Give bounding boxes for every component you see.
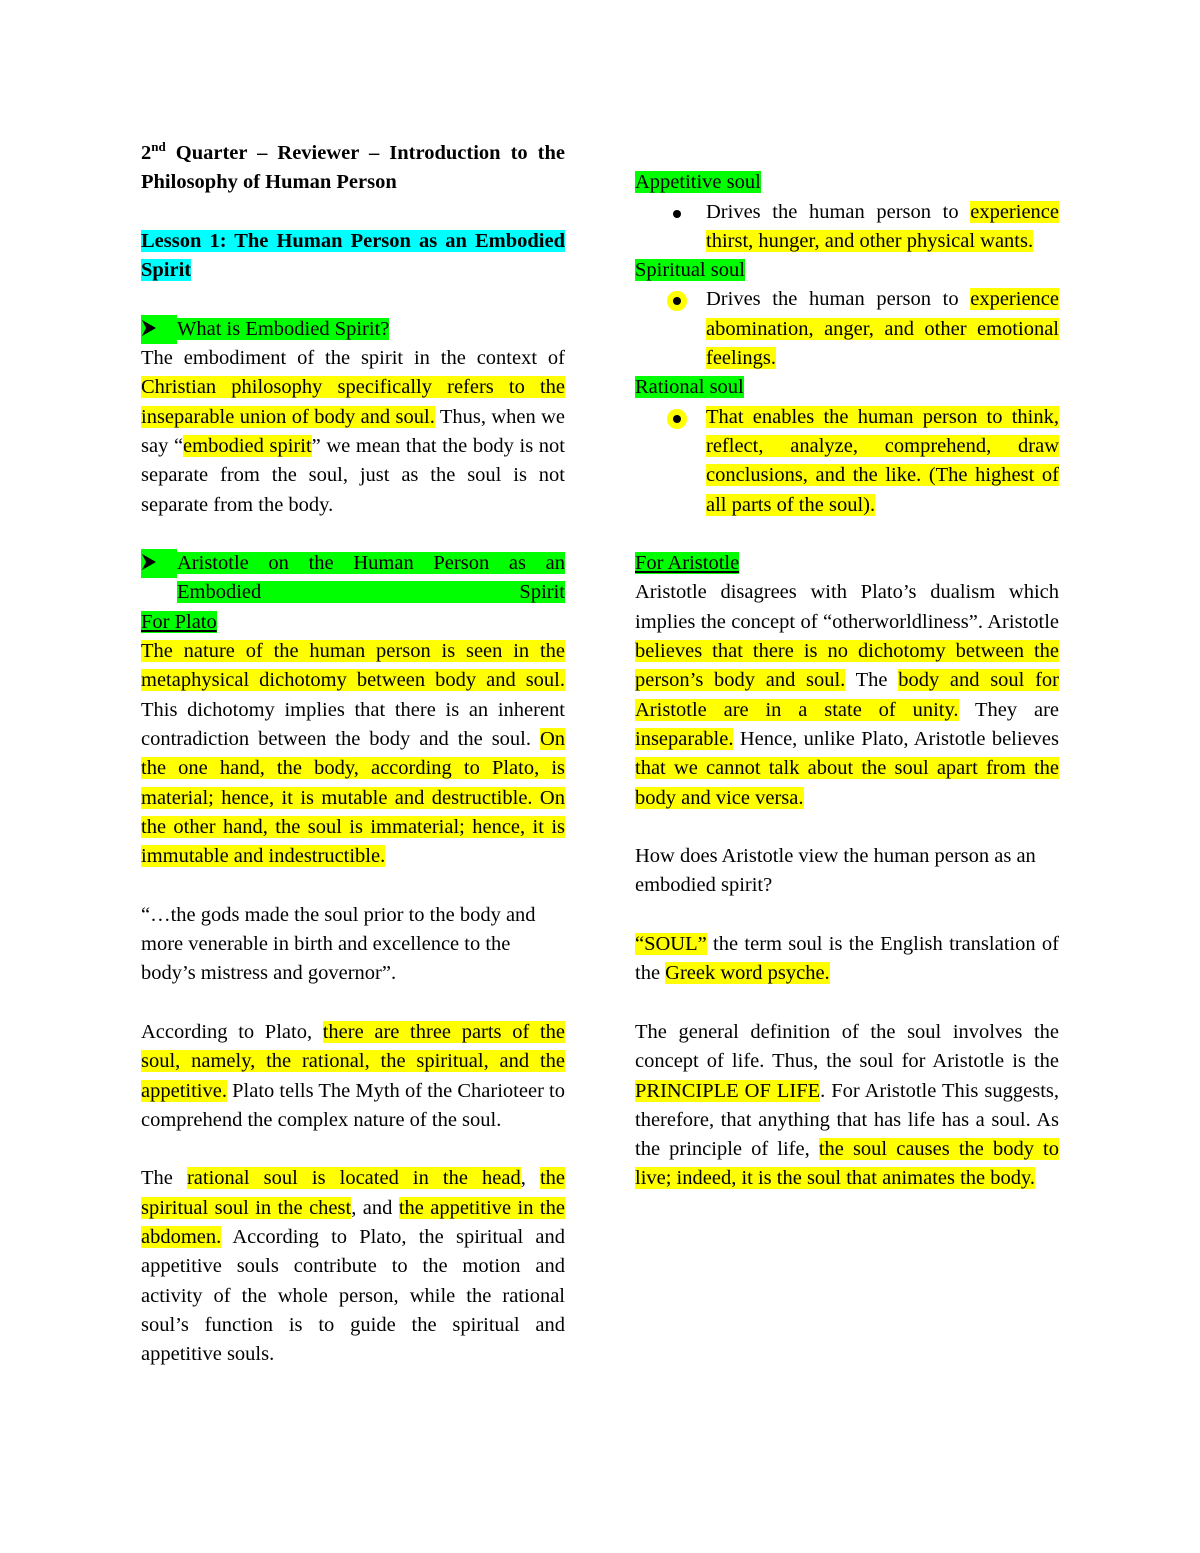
soul-bullet: Drives the human person to experience abomination, anger, and other emotional feelings.	[635, 285, 1059, 373]
soul-item	[635, 256, 1059, 373]
right-column	[635, 139, 1059, 1194]
section-what-is-embodied-spirit	[141, 315, 565, 344]
lesson-heading: Lesson 1: The Human Person as an Embodied Spirit	[141, 229, 565, 282]
plato-paragraph: The nature of the human person is seen in the metaphysical dichotomy between body and soul. This dichotomy implies that there is an inherent contradiction between the body and the soul. On the one hand, the body, according to Plato, is material; hence, it is mutable and destructible. On the other hand, the soul is immaterial; hence, it is immutable and indestructible.	[141, 640, 565, 868]
three-parts-paragraph: According to Plato, there are three parts of the soul, namely, the rational, the spiritual, and the appetitive. Plato tells The Myth of the Charioteer to comprehend the complex nature of the soul.	[141, 1020, 565, 1131]
bullet-dot-icon	[673, 415, 681, 423]
soul-item	[635, 168, 1059, 256]
document-title: 2nd Quarter – Reviewer – Introduction to the Philosophy of Human Person	[141, 139, 565, 194]
left-column	[141, 139, 565, 1369]
aristotle-question: How does Aristotle view the human person as an embodied spirit?	[635, 845, 1036, 897]
soul-definition-paragraph: The general definition of the soul involves the concept of life. Thus, the soul for Aristotle is the PRINCIPLE OF LIFE. For Aristotle This suggests, therefore, that anything that has life has a soul. As the principle of life, the soul causes the body to live; indeed, it is the soul that animates the body.	[635, 1020, 1059, 1190]
bullet-dot-icon	[673, 210, 681, 218]
arrow-bullet-icon	[141, 549, 177, 578]
section-heading: What is Embodied Spirit?	[177, 317, 390, 340]
section-aristotle-human-person	[141, 549, 565, 608]
for-plato-subheading: For Plato	[141, 610, 217, 633]
soul-label: Spiritual soul	[635, 259, 745, 282]
soul-bullet: Drives the human person to experience thirst, hunger, and other physical wants.	[635, 198, 1059, 257]
aristotle-paragraph: Aristotle disagrees with Plato’s dualism which implies the concept of “otherworldliness”. Aristotle believes that there is no dichotomy between the person’s body and soul. The body and soul for Aristotle are in a state of unity. They are inseparable. Hence, unlike Plato, Aristotle believes that we cannot talk about the soul apart from the body and vice versa.	[635, 581, 1059, 809]
soul-location-paragraph: The rational soul is located in the head, the spiritual soul in the chest, and the appetitive in the abdomen. According to Plato, the spiritual and appetitive souls contribute to the motion and activity of the whole person, while the rational soul’s function is to guide the spiritual and appetitive souls.	[141, 1167, 565, 1366]
soul-bullet: That enables the human person to think, reflect, analyze, comprehend, draw conclusions, and the like. (The highest of all parts of the soul).	[635, 403, 1059, 520]
section-heading: Aristotle on the Human Person as an Embodied Spirit	[177, 552, 565, 604]
soul-item	[635, 373, 1059, 519]
for-aristotle-subheading: For Aristotle	[635, 552, 740, 575]
arrow-bullet-icon	[141, 315, 177, 344]
bullet-dot-icon	[673, 297, 681, 305]
soul-term-paragraph: “SOUL” the term soul is the English translation of the Greek word psyche.	[635, 933, 1059, 985]
soul-label: Appetitive soul	[635, 171, 761, 194]
embodied-spirit-paragraph: The embodiment of the spirit in the context of Christian philosophy specifically refers to the inseparable union of body and soul. Thus, when we say “embodied spirit” we mean that the body is not separate from the soul, just as the soul is not separate from the body.	[141, 347, 566, 516]
soul-label: Rational soul	[635, 376, 744, 399]
plato-quote: “…the gods made the soul prior to the body and more venerable in birth and excellence to the body’s mistress and governor”.	[141, 903, 536, 985]
soul-list	[635, 168, 1059, 520]
